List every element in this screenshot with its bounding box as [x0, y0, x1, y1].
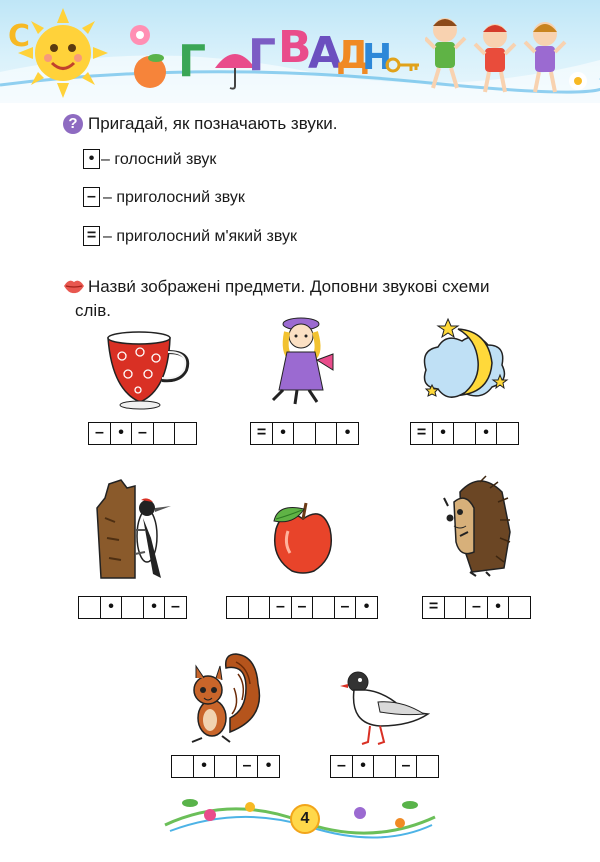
header-letter: В	[278, 22, 312, 73]
sound-cell[interactable]: –	[330, 755, 353, 778]
sound-cell[interactable]: •	[475, 422, 498, 445]
sound-cell[interactable]	[78, 596, 101, 619]
legend-symbol: –	[83, 187, 100, 207]
sound-cell[interactable]: •	[352, 755, 375, 778]
sound-cell[interactable]	[248, 596, 271, 619]
sound-cell[interactable]: •	[193, 755, 216, 778]
sound-cell[interactable]: •	[100, 596, 123, 619]
woodpecker-picture	[95, 478, 180, 583]
sound-scheme-seagull	[330, 755, 439, 778]
sound-cell[interactable]: –	[291, 596, 314, 619]
sound-cell[interactable]: –	[164, 596, 187, 619]
sound-cell[interactable]: –	[269, 596, 292, 619]
sound-scheme-squirrel	[171, 755, 280, 778]
sound-cell[interactable]: •	[257, 755, 280, 778]
sound-scheme-cup	[88, 422, 197, 445]
cup-picture	[100, 330, 195, 410]
task2-instruction: Назви́ зображені предмети. Доповни звукові схеми	[88, 277, 490, 296]
sound-cell[interactable]: •	[355, 596, 378, 619]
sound-cell[interactable]	[153, 422, 176, 445]
sound-cell[interactable]	[312, 596, 335, 619]
sound-cell[interactable]	[416, 755, 439, 778]
sound-cell[interactable]: •	[143, 596, 166, 619]
sound-cell[interactable]	[121, 596, 144, 619]
header-letter: Г	[248, 30, 277, 81]
sound-scheme-woodpecker	[78, 596, 187, 619]
sound-cell[interactable]: •	[272, 422, 295, 445]
header-letter: С	[8, 19, 31, 54]
sound-cell[interactable]: –	[88, 422, 111, 445]
sun-icon	[18, 8, 108, 98]
sound-cell[interactable]: •	[487, 596, 510, 619]
sound-cell[interactable]: –	[131, 422, 154, 445]
lips-icon	[63, 277, 85, 295]
peach-icon	[130, 50, 170, 90]
sound-cell[interactable]	[293, 422, 316, 445]
sound-cell[interactable]: •	[336, 422, 359, 445]
sound-cell[interactable]: –	[465, 596, 488, 619]
header-letter: А	[308, 28, 343, 79]
sound-cell[interactable]	[496, 422, 519, 445]
sound-cell[interactable]: •	[432, 422, 455, 445]
sound-scheme-moon	[410, 422, 519, 445]
sound-cell[interactable]	[214, 755, 237, 778]
sound-cell[interactable]	[508, 596, 531, 619]
sound-cell[interactable]: =	[410, 422, 433, 445]
squirrel-picture	[186, 648, 268, 748]
hedgehog-picture	[440, 472, 512, 577]
seagull-picture	[340, 668, 430, 748]
sound-scheme-hedgehog	[422, 596, 531, 619]
legend-text: – голосний звук	[101, 151, 217, 168]
legend-symbol: •	[83, 149, 100, 169]
sound-cell[interactable]	[453, 422, 476, 445]
flower-icon	[567, 70, 589, 92]
sound-cell[interactable]	[226, 596, 249, 619]
children-icon	[425, 8, 575, 98]
legend-text: – приголосний м'який звук	[103, 228, 297, 245]
sound-cell[interactable]: •	[110, 422, 133, 445]
sound-cell[interactable]	[444, 596, 467, 619]
sound-cell[interactable]: –	[395, 755, 418, 778]
apple-picture	[268, 495, 338, 575]
sound-cell[interactable]	[373, 755, 396, 778]
header-letter: Г	[178, 36, 207, 87]
question-icon: ?	[63, 114, 83, 134]
header-letter: Д	[336, 33, 370, 77]
sound-cell[interactable]	[174, 422, 197, 445]
sound-cell[interactable]: =	[422, 596, 445, 619]
task2-instruction: слів.	[75, 301, 111, 320]
sound-scheme-doll	[250, 422, 359, 445]
flower-icon	[125, 20, 155, 50]
sound-cell[interactable]: –	[334, 596, 357, 619]
sound-cell[interactable]	[315, 422, 338, 445]
key-icon	[385, 55, 421, 75]
sound-cell[interactable]: =	[250, 422, 273, 445]
legend-text: – приголосний звук	[103, 189, 245, 206]
task1-instruction: Пригадай, як позначають звуки.	[88, 114, 338, 133]
doll-picture	[265, 312, 345, 407]
header-banner	[0, 0, 600, 103]
legend-symbol: =	[83, 226, 100, 246]
sound-cell[interactable]	[171, 755, 194, 778]
sound-cell[interactable]: –	[236, 755, 259, 778]
header-letter: Н	[362, 37, 393, 78]
moon-picture	[418, 315, 513, 410]
sound-scheme-apple	[226, 596, 378, 619]
page-number: 4	[290, 804, 320, 834]
